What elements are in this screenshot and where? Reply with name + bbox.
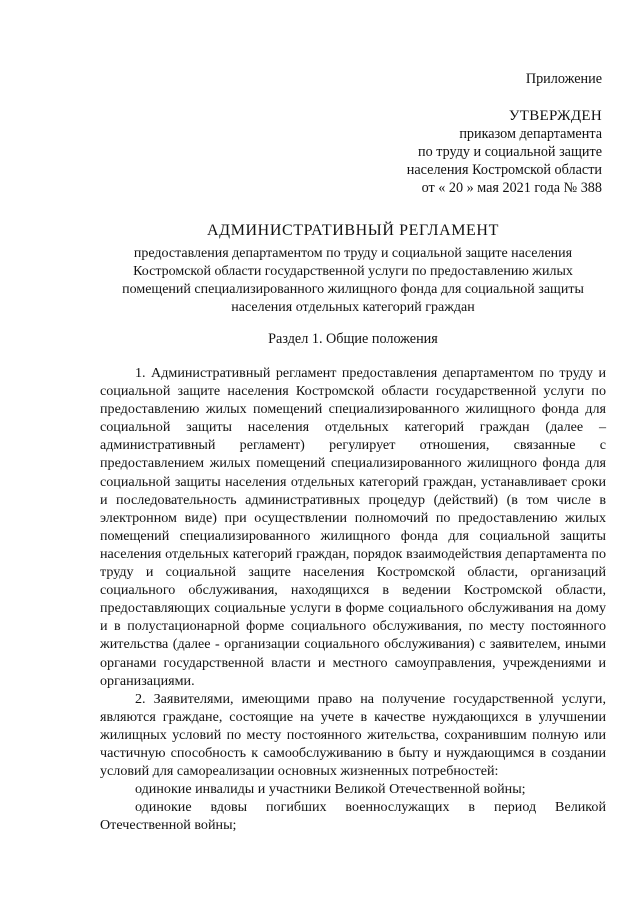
paragraph: одинокие инвалиды и участники Великой Отечественной войны; bbox=[135, 781, 526, 798]
appendix-label bbox=[526, 70, 602, 88]
section-title: Раздел 1. Общие положения bbox=[268, 331, 438, 347]
approval-line: по труду и социальной защите bbox=[417, 144, 602, 160]
paragraph: одинокие вдовы погибших военнослужащих в период Великой Отечественной войны; bbox=[100, 799, 606, 834]
regulation-subtitle: предоставления департаментом по труду и социальной защите населения Костромской области государственной услуги по предоставлению жилых помещений специализированного жилищного фонда для социальной защиты населения отдельных категорий граждан bbox=[122, 246, 584, 315]
approval-line: от « 20 » мая 2021 года № 388 bbox=[421, 180, 602, 196]
approval-line: приказом департамента bbox=[459, 126, 602, 142]
approved-title: УТВЕРЖДЕН bbox=[508, 108, 602, 124]
approval-line: населения Костромской области bbox=[406, 162, 602, 178]
document-body bbox=[100, 364, 606, 834]
regulation-title: АДМИНИСТРАТИВНЫЙ РЕГЛАМЕНТ bbox=[207, 222, 499, 239]
paragraph: 1. Административный регламент предоставления департаментом по труду и социальной защите населения Костромской области государственной услуги по предоставлению жилых помещений специализированного жилищного фонда для социальной защиты населения отдельных категорий граждан (далее – административный регламент) регулирует отношения, связанные с предоставлением жилых помещений специализированного жилищного фонда для социальной защиты населения отдельных категорий граждан, устанавливает сроки и последовательность административных процедур (действий) (в том числе в электронном виде) при осуществлении полномочий по предоставлению жилых помещений специализированного жилищного фонда для социальной защиты населения отдельных категорий граждан, порядок взаимодействия департамента по труду и социальной защите населения Костромской области, организаций социального обслуживания, находящихся в ведении Костромской области, предоставляющих социальные услуги в форме социального обслуживания на дому и в полустационарной форме социального обслуживания, по месту постоянного жительства (далее - организации социального обслуживания) с заявителем, иными органами государственной власти и местного самоуправления, учреждениями и организациями. bbox=[100, 365, 606, 689]
appendix-text: Приложение bbox=[525, 71, 602, 87]
approval-block bbox=[407, 107, 602, 197]
paragraph: 2. Заявителями, имеющими право на получение государственной услуги, являются граждане, состоящие на учете в качестве нуждающихся в улучшении жилищных условий по месту постоянного жительства, сохранившим полную или частичную способность к самообслуживанию в быту и нуждающимся в создании условий для самореализации основных жизненных потребностей: bbox=[100, 690, 606, 780]
